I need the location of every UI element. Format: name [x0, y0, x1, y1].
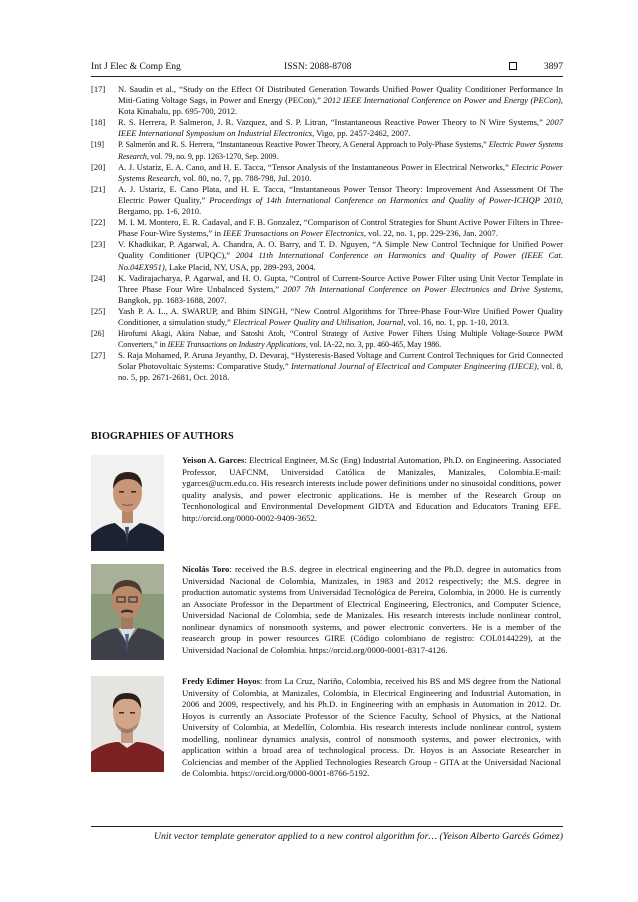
author-name: Nicolás Toro: [182, 564, 230, 574]
reference-number: [26]: [91, 329, 105, 339]
reference-number: [23]: [91, 239, 106, 250]
reference-details: , vol. 80, no. 7, pp. 788-798, Jul. 2010.: [178, 172, 312, 183]
reference-venue: 2004 11th International Conference on Harmonics and Quality of Power (IEEE Cat. No.04EX951): [118, 250, 563, 272]
reference-venue: Electrical Power Quality and Utilisation, Journal: [232, 316, 404, 327]
reference-number: [27]: [91, 350, 106, 361]
running-header: [91, 61, 563, 75]
reference-venue: IEEE Transactions on Power Electronics: [223, 228, 364, 239]
section-heading: BIOGRAPHIES OF AUTHORS: [91, 431, 234, 442]
reference-venue: 2007 IEEE International Symposium on Industrial Electronics: [118, 117, 563, 139]
issn: ISSN: 2088-8708: [284, 61, 352, 72]
author-bio: [182, 455, 561, 524]
reference-venue: 2012 IEEE International Conference on Power and Energy (PECon): [323, 95, 561, 106]
reference-number: [25]: [91, 305, 106, 316]
reference-text: Yash P. A. L., A. SWARUP, and Bhim SINGH, “New Control Algorithms for Three-Phase Four-Wire Unified Power Quality Conditioner, a simulation study,”: [118, 305, 563, 327]
reference-number: [19]: [91, 140, 105, 150]
reference-item: [91, 273, 563, 306]
reference-text: V. Khadkikar, P. Agarwal, A. Chandra, A. O. Barry, and T. D. Nguyen, “A Simple New Control Technique for Unified Power Quality Conditioner (UPQC),”: [118, 239, 563, 261]
reference-details: , Bangkok, pp. 1683-1688, 2007.: [118, 283, 563, 305]
reference-text: P. Salmerón and R. S. Herrera, “Instantaneous Reactive Power Theory, A General Approach to Poly-Phase Systems,”: [118, 140, 489, 150]
reference-text: S. Raja Mohamed, P. Aruna Jeyanthy, D. Devaraj, “Hysteresis-Based Voltage and Current Control Techniques for Grid Connected Solar Photovoltaic Systems: Comparative Study,”: [118, 350, 563, 372]
running-footer: Unit vector template generator applied to a new control algorithm for… (Yeison Alberto Garcés Gómez): [153, 831, 563, 842]
reference-details: , vol. 16, no. 1, pp. 1-10, 2013.: [403, 316, 510, 327]
author-bio-text: : from La Cruz, Nariño, Colombia, received his BS and MS degree from the National University of Colombia, at Manizales, Colombia, in Electrical Engineering and Industrial Automation, in 2006 and 2009, respectively, and his Ph.D. in Engineering with an emphasis in Automation in 2012. Dr. Hoyos is currently an Associate Professor of the Science Faculty, School of Physics, at the National University of Colombia, at Medellín, Colombia. His research interests include nonlinear control, system modelling, nonlinear dynamics analysis, control of nonsmooth systems, and power electronics, with application within a broad area of technological process. Dr. Hoyos is an Associate Researcher in Colciencias and member of the Applied Technologies Research Group - GITA at the Universidad Nacional de Colombia. https://orcid.org/0000-0001-8766-5192.: [182, 676, 561, 779]
reference-number: [17]: [91, 84, 106, 94]
reference-venue: IEEE Transactions on Industry Applications: [167, 340, 306, 350]
reference-text: A. J. Ustariz, E. A. Cano, and H. E. Tacca, “Tensor Analysis of the Instantaneous Power in Electrical Networks,”: [118, 161, 512, 172]
page-number: 3897: [543, 61, 563, 72]
author-bio-text: : received the B.S. degree in electrical engineering and the Ph.D. degree in automatics from Universidad Nacional de Colombia, Manizales, in 1983 and 2012 respectively; the M.S. degree in production automatic systems from Universidad Tecnológica de Pereira, Colombia, in 2000. He is currently an Associate Professor in the Department of Electrical Engineering, Electronics, and Computer Science, Universidad Nacional de Colombia, sede de Manizales. His research interests include nonlinear control, nonlinear dynamics of nonsmooth systems, and power electronic converters. He is a member of the reasearch group in power resources GIRE (Código colombiano de registro: COL0144229), at the Universidad Nacional de Colombia. https://orcid.org/0000-0001-8317-4126.: [182, 564, 561, 655]
footer-divider: [91, 826, 563, 827]
reference-details: , Vigo, pp. 2457-2462, 2007.: [312, 128, 411, 139]
reference-number: [24]: [91, 272, 106, 283]
reference-item: [91, 217, 563, 239]
reference-text: A. J. Ustariz, E. Cano Plata, and H. E. Tacca, “Instantaneous Power Tensor Theory: Improvement And Assessment Of The Electric Power Quality,”: [118, 183, 563, 205]
reference-item: [91, 184, 563, 217]
reference-number: [22]: [91, 217, 106, 228]
reference-details: , vol. IA-22, no. 3, pp. 460-465, May 1986.: [305, 340, 442, 350]
reference-number: [20]: [91, 161, 106, 172]
author-bio: [182, 564, 561, 656]
reference-item: [91, 239, 563, 272]
author-photo: [91, 564, 164, 660]
page-box-icon: [509, 62, 517, 70]
reference-text: M. I. M. Montero, E. R. Cadaval, and F. B. Gonzalez, “Comparison of Control Strategies for Shunt Active Power Filters in Three-Phase Four-Wire Systems,” in: [118, 217, 563, 239]
reference-item: [91, 139, 563, 161]
reference-text: N. Saudin et al., “Study on the Effect Of Distributed Generation Towards Unified Power Quality Conditioner Performance In Miti-Gating Voltage Sags, in Power and Energy (PECon),”: [118, 84, 563, 106]
reference-venue: Electric Power Systems Research: [118, 161, 563, 183]
reference-text: R. S. Herrera, P. Salmeron, J. R. Vazquez, and S. P. Litran, “Instantaneous Reactive Power Theory to N Wire Systems,”: [118, 117, 546, 128]
reference-number: [18]: [91, 117, 106, 128]
author-bio-text: : Electrical Engineer, M.Sc (Eng) Industrial Automation, Ph.D. on Engineering. Associated Professor, UAFCNM, Universidad Católica de Manizales, Manizales, Colombia.E-mail: ygarces@ucm.edu.co. His research interests include power definitions under no sinusoidal conditions, power quality analysis, and power electronic applications. He is member of the Research Group on Tecnhonological and Environmental Development GIDTA and Education and Educators Traning EFE. http://orcid.org/0000-0002-9409-3652.: [182, 455, 561, 523]
reference-details: , Bergamo, pp. 1-6, 2010.: [118, 194, 563, 217]
author-name: Fredy Edimer Hoyos: [182, 676, 261, 686]
reference-item: [91, 306, 563, 328]
reference-list: [91, 84, 563, 384]
reference-details: , Lake Placid, NY, USA, pp. 289-293, 2004.: [164, 261, 316, 272]
reference-item: [91, 162, 563, 184]
reference-venue: Electric Power Systems Research: [118, 140, 563, 161]
reference-venue: International Journal of Electrical and Computer Engineering (IJECE): [291, 361, 537, 372]
author-name: Yeison A. Garces: [182, 455, 245, 465]
reference-venue: Proceedings of 14th International Conference on Harmonics and Quality of Power-ICHQP 2010: [209, 194, 561, 205]
reference-item: [91, 117, 563, 139]
reference-details: , vol. 22, no. 1, pp. 229-236, Jan. 2007.: [363, 228, 498, 239]
header-divider: [91, 76, 563, 77]
reference-item: [91, 328, 563, 350]
reference-text: Hirofumi Akagi, Akira Nabae, and Satoshi Atoh, “Control Strategy of Active Power Filters Using Multiple Voltage-Source PWM Converters,” in: [118, 329, 563, 350]
reference-venue: 2007 7th International Conference on Power Electronics and Drive Systems: [283, 283, 561, 294]
author-photo: [91, 676, 164, 772]
reference-text: K. Vadirajacharya, P. Agarwal, and H. O. Gupta, “Control of Current-Source Active Power Filter using Unit Vector Template in Three Phase Four Wire Unbalnced System,”: [118, 272, 563, 294]
reference-item: [91, 350, 563, 383]
journal-name: Int J Elec & Comp Eng: [91, 61, 181, 72]
reference-item: [91, 84, 563, 117]
author-photo: [91, 455, 164, 551]
reference-details: , vol. 79, no. 9, pp. 1263-1270, Sep. 2009.: [146, 151, 279, 161]
author-bio: [182, 676, 561, 780]
reference-details: , Kota Kinabalu, pp. 695-700, 2012.: [118, 95, 563, 117]
reference-details: , vol. 8, no. 5, pp. 2671-2681, Oct. 2018.: [118, 361, 563, 383]
reference-number: [21]: [91, 183, 106, 194]
